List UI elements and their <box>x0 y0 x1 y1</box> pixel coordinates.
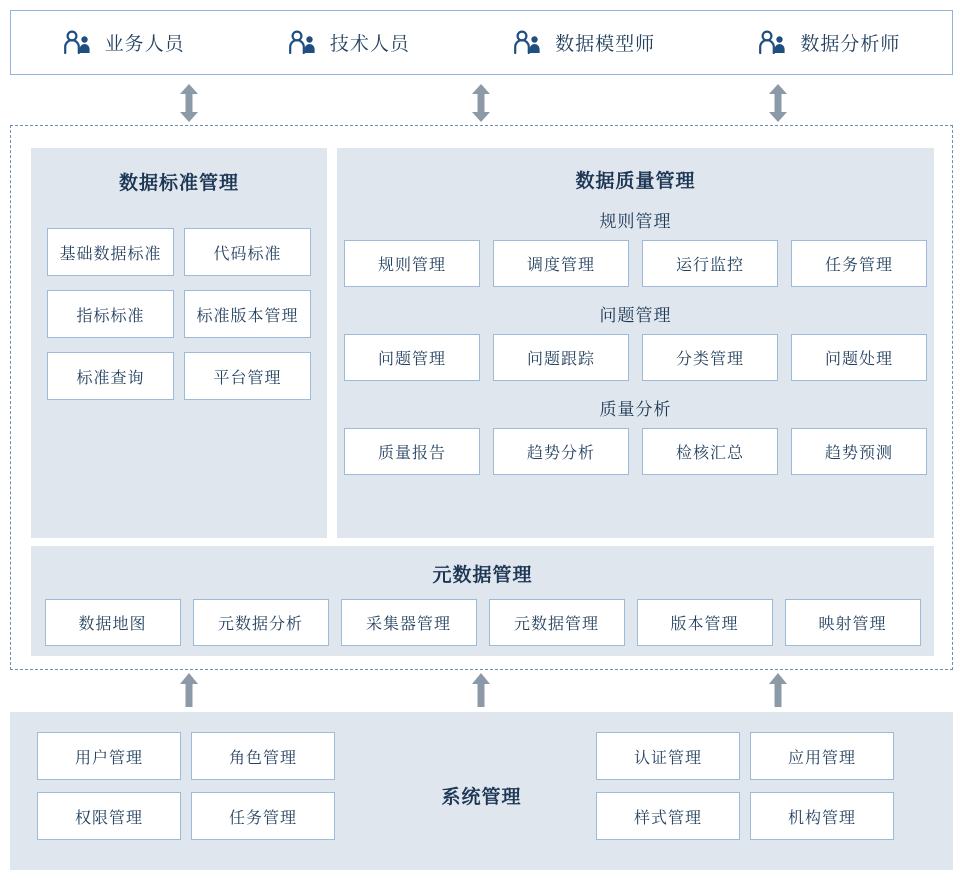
quality-section-title-2: 质量分析 <box>599 400 672 419</box>
std-item-3[interactable]: 标准版本管理 <box>184 290 311 338</box>
role-label: 技术人员 <box>329 34 410 55</box>
system-item-2[interactable]: 权限管理 <box>37 792 181 840</box>
system-item-5[interactable]: 应用管理 <box>750 732 894 780</box>
system-item-7[interactable]: 机构管理 <box>750 792 894 840</box>
quality-item-2-2[interactable]: 检核汇总 <box>642 428 778 475</box>
role-item-3[interactable] <box>752 29 906 56</box>
quality-section-title-1: 问题管理 <box>599 306 672 325</box>
quality-item-0-2[interactable]: 运行监控 <box>642 240 778 287</box>
std-item-0[interactable]: 基础数据标准 <box>47 228 174 276</box>
meta-item-2[interactable]: 采集器管理 <box>341 599 477 646</box>
meta-item-5[interactable]: 映射管理 <box>785 599 921 646</box>
panel-title: 元数据管理 <box>432 565 533 586</box>
quality-item-1-1[interactable]: 问题跟踪 <box>493 334 629 381</box>
std-item-5[interactable]: 平台管理 <box>184 352 311 400</box>
metadata-items-row <box>31 599 934 646</box>
users-icon <box>758 30 788 56</box>
meta-item-1[interactable]: 元数据分析 <box>193 599 329 646</box>
meta-item-0[interactable]: 数据地图 <box>45 599 181 646</box>
role-item-0[interactable] <box>57 29 191 56</box>
system-item-3[interactable]: 任务管理 <box>191 792 335 840</box>
quality-item-1-3[interactable]: 问题处理 <box>791 334 927 381</box>
quality-item-2-0[interactable]: 质量报告 <box>344 428 480 475</box>
std-item-1[interactable]: 代码标准 <box>184 228 311 276</box>
role-item-2[interactable] <box>507 29 661 56</box>
data-governance-container <box>10 125 953 670</box>
quality-row-2 <box>337 428 934 475</box>
quality-item-0-3[interactable]: 任务管理 <box>791 240 927 287</box>
up-arrow-icon <box>178 673 200 707</box>
double-arrow-icon <box>470 84 492 122</box>
meta-item-3[interactable]: 元数据管理 <box>489 599 625 646</box>
up-arrow-icon <box>470 673 492 707</box>
panel-title: 数据质量管理 <box>575 171 696 192</box>
std-item-4[interactable]: 标准查询 <box>47 352 174 400</box>
panel-data-quality-management <box>337 148 934 538</box>
std-item-2[interactable]: 指标标准 <box>47 290 174 338</box>
double-arrow-icon <box>767 84 789 122</box>
role-label: 数据模型师 <box>555 34 656 55</box>
panel-data-standard-management <box>31 148 327 538</box>
quality-item-0-1[interactable]: 调度管理 <box>493 240 629 287</box>
system-item-4[interactable]: 认证管理 <box>596 732 740 780</box>
quality-item-2-1[interactable]: 趋势分析 <box>493 428 629 475</box>
meta-item-4[interactable]: 版本管理 <box>637 599 773 646</box>
quality-item-2-3[interactable]: 趋势预测 <box>791 428 927 475</box>
quality-row-0 <box>337 240 934 287</box>
panel-system-management <box>10 712 953 870</box>
system-left-items <box>37 732 367 840</box>
quality-row-1 <box>337 334 934 381</box>
roles-bar <box>10 10 953 75</box>
panel-metadata-management <box>31 546 934 656</box>
quality-item-0-0[interactable]: 规则管理 <box>344 240 480 287</box>
double-arrow-icon <box>178 84 200 122</box>
quality-item-1-2[interactable]: 分类管理 <box>642 334 778 381</box>
users-icon <box>63 30 93 56</box>
system-right-items <box>596 732 926 840</box>
system-item-6[interactable]: 样式管理 <box>596 792 740 840</box>
panel-title: 数据标准管理 <box>118 173 239 194</box>
role-item-1[interactable] <box>282 29 416 56</box>
standard-items-grid <box>47 228 311 400</box>
quality-item-1-0[interactable]: 问题管理 <box>344 334 480 381</box>
role-label: 数据分析师 <box>800 34 901 55</box>
users-icon <box>288 30 318 56</box>
quality-section-title-0: 规则管理 <box>599 212 672 231</box>
up-arrow-icon <box>767 673 789 707</box>
role-label: 业务人员 <box>104 34 185 55</box>
users-icon <box>513 30 543 56</box>
panel-title: 系统管理 <box>441 787 522 808</box>
system-item-1[interactable]: 角色管理 <box>191 732 335 780</box>
system-item-0[interactable]: 用户管理 <box>37 732 181 780</box>
